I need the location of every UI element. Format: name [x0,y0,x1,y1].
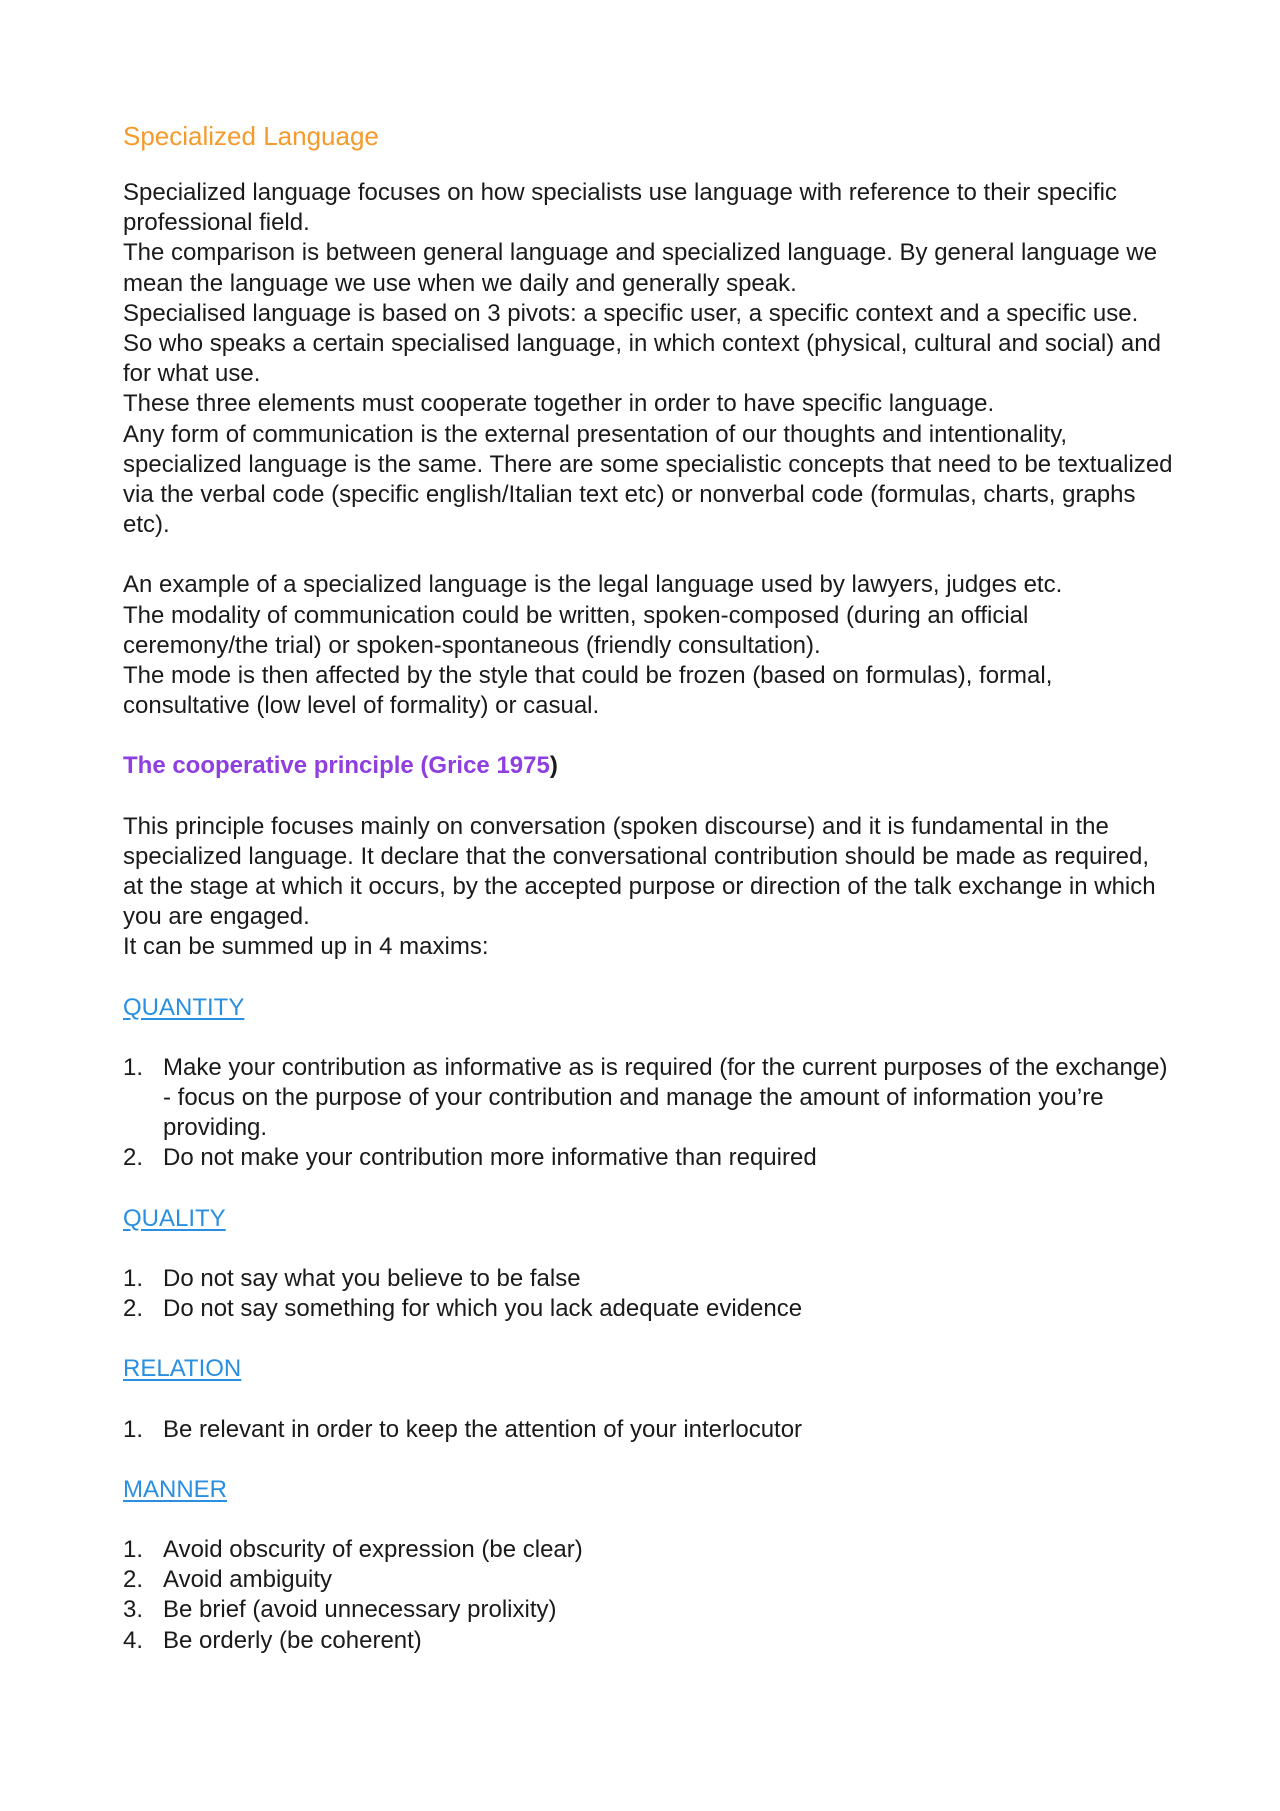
list-number: 2. [123,1295,144,1323]
list-item [123,1565,1173,1595]
relation-list [123,1415,1173,1445]
list-text: Do not make your contribution more informative than required [163,1144,817,1172]
list-text: Be orderly (be coherent) [163,1626,422,1654]
cooperative-body: This principle focuses mainly on conversation (spoken discourse) and it is fundamental in the specialized language. It declare that the conversational contribution should be made as required, at the stage at which it occurs, by the accepted purpose or direction of the talk exchange in which you are engaged. [123,812,1156,931]
list-item [123,1264,1173,1294]
list-item [123,1143,1173,1173]
cooperative-summary: It can be summed up in 4 maxims: [123,933,489,961]
list-number: 4. [123,1626,144,1654]
page-title: Specialized Language [123,121,379,151]
cooperative-heading-close: ) [549,752,558,780]
document-page [123,120,1173,1656]
list-item [123,1535,1173,1565]
list-text: Avoid ambiguity [163,1566,332,1594]
quality-link[interactable]: QUALITY [123,1204,226,1232]
intro-line: So who speaks a certain specialised language, in which context (physical, cultural and social) and for what use. [123,330,1161,388]
list-item [123,1595,1173,1625]
intro-line: These three elements must cooperate together in order to have specific language. [123,390,995,418]
list-item [123,1626,1173,1656]
list-text: Do not say something for which you lack adequate evidence [163,1295,803,1323]
intro-line: The comparison is between general language and specialized language. By general language we mean the language we use when we daily and generally speak. [123,239,1158,297]
list-number: 1. [123,1415,144,1443]
list-item [123,1294,1173,1324]
list-text: Be relevant in order to keep the attention of your interlocutor [163,1415,803,1443]
list-text: Do not say what you believe to be false [163,1264,581,1292]
example-line: An example of a specialized language is the legal language used by lawyers, judges etc. [123,571,1063,599]
list-number: 1. [123,1535,144,1563]
list-text: Avoid obscurity of expression (be clear) [163,1535,583,1563]
relation-link[interactable]: RELATION [123,1355,242,1383]
list-item [123,1053,1173,1144]
list-text: Be brief (avoid unnecessary prolixity) [163,1596,557,1624]
quantity-list [123,1053,1173,1174]
quantity-link[interactable]: QUANTITY [123,993,245,1021]
intro-line: Specialised language is based on 3 pivots: a specific user, a specific context and a specific use. [123,299,1139,327]
intro-line: Specialized language focuses on how specialists use language with reference to their specific professional field. [123,179,1117,237]
intro-line: Any form of communication is the external presentation of our thoughts and intentionality, specialized language is the same. There are some specialistic concepts that need to be textualized via the verbal code (specific english/Italian text etc) or nonverbal code (formulas, charts, graphs etc). [123,420,1173,539]
list-number: 1. [123,1053,144,1081]
cooperative-heading-text: The cooperative principle (Grice 1975 [123,752,550,780]
quality-list [123,1264,1173,1324]
example-line: The modality of communication could be written, spoken-composed (during an official ceremony/the trial) or spoken-spontaneous (friendly consultation). [123,601,1029,659]
list-item [123,1415,1173,1445]
manner-link[interactable]: MANNER [123,1475,228,1503]
list-number: 3. [123,1596,144,1624]
list-number: 2. [123,1566,144,1594]
example-line: The mode is then affected by the style that could be frozen (based on formulas), formal, consultative (low level of formality) or casual. [123,662,1053,720]
manner-list [123,1535,1173,1656]
cooperative-principle-heading [123,751,1173,781]
list-number: 2. [123,1144,144,1172]
list-number: 1. [123,1264,144,1292]
list-text: Make your contribution as informative as is required (for the current purposes of the exchange) - focus on the purpose of your contribution and manage the amount of information you’re providing. [163,1053,1168,1142]
